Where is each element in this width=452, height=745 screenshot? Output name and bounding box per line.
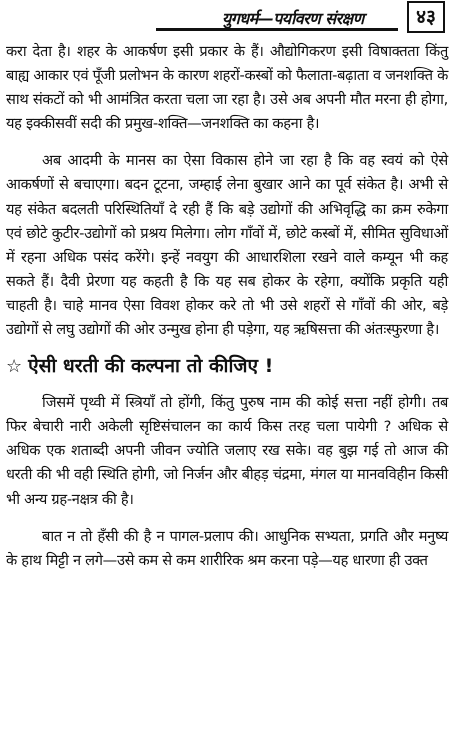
running-title: युगधर्म—पर्यावरण संरक्षण bbox=[222, 9, 364, 28]
paragraph-3: जिसमें पृथ्वी में स्त्रियाँ तो होंगी, किंतु पुरुष नाम की कोई सत्ता नहीं होगी। तब फिर बेचारी नारी अकेली सृष्टिसंचालन का कार्य किस तरह चला पायेगी ? अधिक से अधिक एक शताब्दी अपनी जीवन ज्योति जलाए रख सके। वह बुझ गई तो आज की धरती की भी वही स्थिति होगी, जो निर्जन और बीहड़ चंद्रमा, मंगल या मानवविहीन किसी भी अन्य ग्रह-नक्षत्र की है। bbox=[6, 394, 448, 508]
page-number: ४३ bbox=[407, 1, 445, 33]
paragraph-gap bbox=[6, 136, 448, 149]
page-header bbox=[6, 0, 448, 40]
paragraph-1: करा देता है। शहर के आकर्षण इसी प्रकार के हैं। औद्योगिकरण इसी विषाक्तता किंतु बाह्य आकार एवं पूँजी प्रलोभन के कारण शहरों-कस्बों को फैलाता-बढ़ाता व जनशक्ति के साथ संकटों को भी आमंत्रित करता चला जा रहा है। उसे अब अपनी मौत मरना ही होगा, यह इक्कीसवीं सदी की प्रमुख-शक्ति—जनशक्ति का कहना है। bbox=[6, 43, 448, 133]
section-heading-text: ऐसी धरती की कल्पना तो कीजिए ! bbox=[28, 355, 274, 378]
paragraph-4: बात न तो हँसी की है न पागल-प्रलाप की। आधुनिक सभ्यता, प्रगति और मनुष्य के हाथ मिट्टी न लगे—उसे कम से कम शारीरिक श्रम करना पड़े—यह धारणा ही उक्त bbox=[6, 527, 448, 569]
section-heading bbox=[6, 352, 448, 381]
page-body bbox=[6, 40, 448, 573]
paragraph-gap bbox=[6, 512, 448, 525]
paragraph-2: अब आदमी के मानस का ऐसा विकास होने जा रहा है कि वह स्वयं को ऐसे आकर्षणों से बचाएगा। बदन टूटना, जम्हाई लेना बुखार आने का पूर्व संकेत है। अभी से यह संकेत बदलती परिस्थितियाँ दे रही हैं कि बड़े उद्योगों की अभिवृद्धि का क्रम रुकेगा एवं छोटे कुटीर-उद्योगों को प्रश्रय मिलेगा। लोग गाँवों में, छोटे कस्बों में, सीमित सुविधाओं में रहना अधिक पसंद करेंगे। इन्हें नवयुग की आधारशिला रखने वाले कम्यून भी कह सकते हैं। दैवी प्रेरणा यह कहती है कि यह सब होकर के रहेगा, क्योंकि प्रकृति यही चाहती है। चाहे मानव ऐसा विवश होकर करे तो भी उसे शहरों से गाँवों की ओर, बड़े उद्योगों से लघु उद्योगों की ओर उन्मुख होना ही पड़ेगा, यह ऋषिसत्ता की अंतःस्फुरणा है। bbox=[6, 152, 448, 339]
star-icon: ☆ bbox=[6, 356, 23, 378]
